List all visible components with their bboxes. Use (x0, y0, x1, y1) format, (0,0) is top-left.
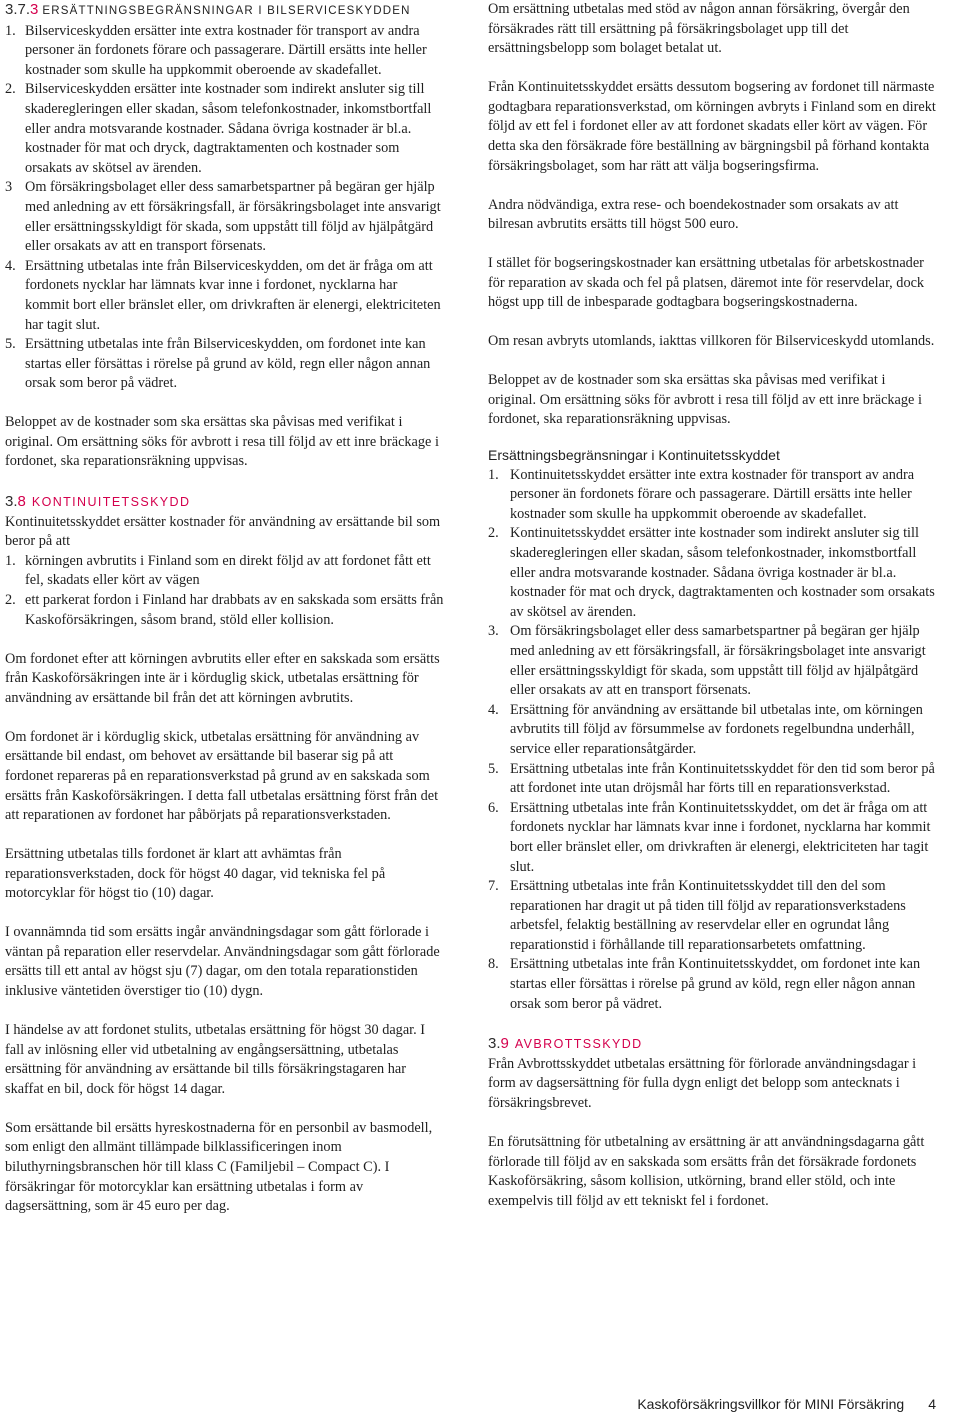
paragraph: Om resan avbryts utomlands, iakttas villkoren för Bilserviceskydd utomlands. (488, 333, 935, 350)
list-item: 2. Bilserviceskydden ersätter inte kostnader som indirekt ansluter sig till skaderegleringen eller skadan, såsom telefonkostnader, inkomstbortfall eller andra motsvarande kostnader. Sådana övriga kostnader är bl.a. kostnader för mat och dryck, dagtraktamenten och kostnader som orsakats av skötsel av ärenden. (5, 81, 432, 176)
list-item: 1. körningen avbrutits i Finland som en direkt följd av att fordonet fått ett fel, skadats eller kört av vägen (5, 552, 431, 589)
list-item: 2. ett parkerat fordon i Finland har drabbats av en sakskada som ersätts från Kaskoförsäkringen, såsom brand, stöld eller kollision. (5, 592, 444, 628)
section-number: 3.7. (5, 1, 31, 18)
list-item: 4. Ersättning utbetalas inte från Bilserviceskydden, om det är fråga om att fordonets nycklar har lämnats kvar inne i fordonet, nycklarna har kommit bort eller bränslet eller, om drivkraften är elenergi, elektriciteten har tagit slut. (5, 257, 441, 333)
section-number: 3. (5, 493, 18, 511)
list-item: 1. Kontinuitetsskyddet ersätter inte extra kostnader för transport av andra personer än fordonets förare och passagerare. Därtill ersätts inte heller kostnader som skulle ha uppkommit oberoende av skadefallet. (488, 466, 915, 522)
list-item: 8. Ersättning utbetalas inte från Kontinuitetsskyddet, om fordonet inte kan startas eller försättas i rörelse på grund av köld, regn eller någon annan orsak som beror på vädret. (488, 956, 921, 1012)
list-item: 3 Om försäkringsbolaget eller dess samarbetspartner på begäran ger hjälp med anledning av ett försäkringsfall, är försäkringsbolaget inte ansvarigt eller ersättningsskyldigt för skada, som uppstått till följd av hjälpåtgärd eller orsakats av att en transport försenats. (5, 179, 441, 255)
paragraph: Ersättning utbetalas tills fordonet är klart att avhämtas från reparationsverkstaden, dock för högst 40 dagar, vid tekniska fel på motorcyklar för högst tio (10) dagar. (5, 846, 386, 902)
list-item: 1. Bilserviceskydden ersätter inte extra kostnader för transport av andra personer än fordonets förare och passagerare. Därtill ersätts inte heller kostnader som skulle ha uppkommit oberoende av skadefallet. (5, 22, 427, 78)
paragraph: Från Avbrottsskyddet utbetalas ersättning för förlorade användningsdagar i form av dagsersättning för fulla dygn enligt det belopp som antecknats i försäkringsbrevet. (488, 1055, 917, 1112)
paragraph: Om fordonet är i körduglig skick, utbetalas ersättning för användning av ersättande bil endast, om behovet av ersättande bil baserar sig på att fordonet repareras på en reparationsverkstad på grund av en sakskada som ersätts från Kaskoförsäkringen. I detta fall utbetalas ersättning först från det att reparationen av fordonet har påbörjats på reparationsverkstaden. (5, 728, 439, 824)
section-title: ERSÄTTNINGSBEGRÄNSNINGAR I BILSERVICESKYDDEN (42, 5, 411, 17)
paragraph: I ovannämnda tid som ersätts ingår användningsdagar som gått förlorade i väntan på reparation eller reservdelar. Användningsdagar som gått förlorade ersätts till ett antal av högst sju (7) dagar, om den totala reparationstiden inklusive väntetiden överstiger tio (10) dygn. (5, 924, 440, 1000)
section-heading-3-9 (488, 1034, 936, 1055)
paragraph: Beloppet av de kostnader som ska ersättas ska påvisas med verifikat i original. Om ersättning söks för avbrott i resa till följd av ett inre bräckage i fordonet, ska reparationsräkning uppvisas. (5, 414, 439, 470)
paragraph: Kontinuitetsskyddet ersätter kostnader för användning av ersättande bil som beror på att (5, 513, 441, 550)
paragraph: Beloppet av de kostnader som ska ersättas ska påvisas med verifikat i original. Om ersättning söks för avbrott i resa till följd av ett inre bräckage i fordonet, ska reparationsräkning uppvisas. (488, 372, 922, 428)
paragraph: I stället för bogseringskostnader kan ersättning utbetalas för arbetskostnader för reparation av skada och fel på platsen, däremot inte för reservdelar, dock högst upp till de inbesparade godtagbara bogseringskostnaderna. (488, 255, 925, 311)
list-item: 6. Ersättning utbetalas inte från Kontinuitetsskyddet, om det är fråga om att fordonets nycklar har lämnats kvar inne i fordonet, nycklarna har kommit bort eller bränslet eller, om drivkraften är elenergi, elektriciteten har tagit slut. (488, 799, 931, 875)
list-item: 5. Ersättning utbetalas inte från Bilserviceskydden, om fordonet inte kan startas eller försättas i rörelse på grund av köld, regn eller någon annan orsak som beror på vädret. (5, 336, 431, 392)
paragraph: I händelse av att fordonet stulits, utbetalas ersättning för högst 30 dagar. I fall av inlösning eller vid utbetalning av engångsersättning, utbetalas ersättning för användning av ersättande bil tills försäkringstagaren har skaffat en bil, dock för högst 14 dagar. (5, 1022, 426, 1097)
section-number: 3. (488, 1035, 501, 1053)
list-item: 7. Ersättning utbetalas inte från Kontinuitetsskyddet till den del som reparationen har dragit ut på tiden till följd av reparationsverkstadens arbetsfel, felaktig beställning av reservdelar eller en ogrundat lång reparationstid i förhållande till reparationsarbetets omfattning. (488, 878, 906, 953)
kontinuitet-conditions-list (5, 552, 445, 630)
section-number-accent: 8 (17, 493, 26, 511)
paragraph: Om ersättning utbetalas med stöd av någon annan försäkring, övergår den försäkrades rätt till ersättning på försäkringsbolaget upp till det ersättningsbelopp som bolaget betalat ut. (488, 1, 910, 57)
section-number-accent: 9 (500, 1035, 509, 1053)
section-title: AVBROTTSSKYDD (514, 1037, 643, 1052)
right-column (488, 0, 936, 1211)
paragraph: Från Kontinuitetsskyddet ersätts dessutom bogsering av fordonet till närmaste godtagbara reparationsverkstad, om körningen avbryts i Finland som en direkt följd av ett fel i fordonet eller av att fordonet skadats eller kört av vägen. För detta ska den försäkrade före beställning av bärgningsbil på förhand kontakta försäkringsbolaget, som har rätt att välja bogseringsfirma. (488, 79, 936, 174)
list-item: 2. Kontinuitetsskyddet ersätter inte kostnader som indirekt ansluter sig till skaderegleringen eller skadan, såsom telefonkostnader, inkomstbortfall eller andra motsvarande kostnader. Sådana övriga kostnader är bl.a. kostnader för mat och dryck, dagtraktamenten och kostnader som orsakats av skötsel av ärenden. (488, 525, 935, 620)
footer-title: Kaskoförsäkringsvillkor för MINI Försäkring (637, 1396, 905, 1412)
bilservice-limitations-list (5, 22, 445, 394)
section-title: KONTINUITETSSKYDD (31, 495, 191, 510)
left-column (5, 0, 445, 1217)
paragraph: En förutsättning för utbetalning av ersättning är att användningsdagarna gått förlorade till följd av en sakskada som ersätts från det försäkrade fordonets Kaskoförsäkring, såsom kollision, utkörning, brand eller stöld, och inte exempelvis till följd av ett tekniskt fel i fordonet. (488, 1134, 925, 1209)
subheading: Ersättningsbegränsningar i Kontinuitetsskyddet (488, 447, 780, 464)
paragraph: Som ersättande bil ersätts hyreskostnaderna för en personbil av basmodell, som enligt den allmänt tillämpade bilklassificeringen inom biluthyrningsbranschen hör till klass C (Familjebil – Compact C). I försäkringar för motorcyklar kan ersättning utbetalas i form av dagsersättning, som är 45 euro per dag. (5, 1119, 433, 1215)
list-item: 5. Ersättning utbetalas inte från Kontinuitetsskyddet för den tid som beror på att fordonet inte utan dröjsmål har förts till en reparationsverkstad. (488, 760, 935, 797)
page-footer (637, 1395, 936, 1413)
list-item: 4. Ersättning för användning av ersättande bil utbetalas inte, om körningen avbrutits till följd av försummelse av fordonets regelbundna underhåll, service eller reparationsåtgärder. (488, 701, 923, 757)
paragraph: Andra nödvändiga, extra rese- och boendekostnader som orsakats av att bilresan avbrutits ersätts till högst 500 euro. (488, 196, 899, 233)
list-item: 3. Om försäkringsbolaget eller dess samarbetspartner på begäran ger hjälp med anledning av ett försäkringsfall, är försäkringsbolaget inte ansvarigt eller ersättningsskyldigt för skada, som uppstått till följd av hjälpåtgärd eller orsakats av att en transport försenats. (488, 623, 926, 699)
section-number-accent: 3 (30, 1, 39, 18)
paragraph: Om fordonet efter att körningen avbrutits eller efter en sakskada som ersätts från Kaskoförsäkringen inte är i körduglig skick, utbetalas ersättning för användning av ersättande bil från det att körningen avbrutits. (5, 650, 440, 706)
page-number: 4 (928, 1396, 936, 1412)
section-heading-3-7-3 (5, 0, 445, 22)
section-heading-3-8 (5, 492, 445, 513)
kontinuitet-limitations-list (488, 466, 936, 1015)
